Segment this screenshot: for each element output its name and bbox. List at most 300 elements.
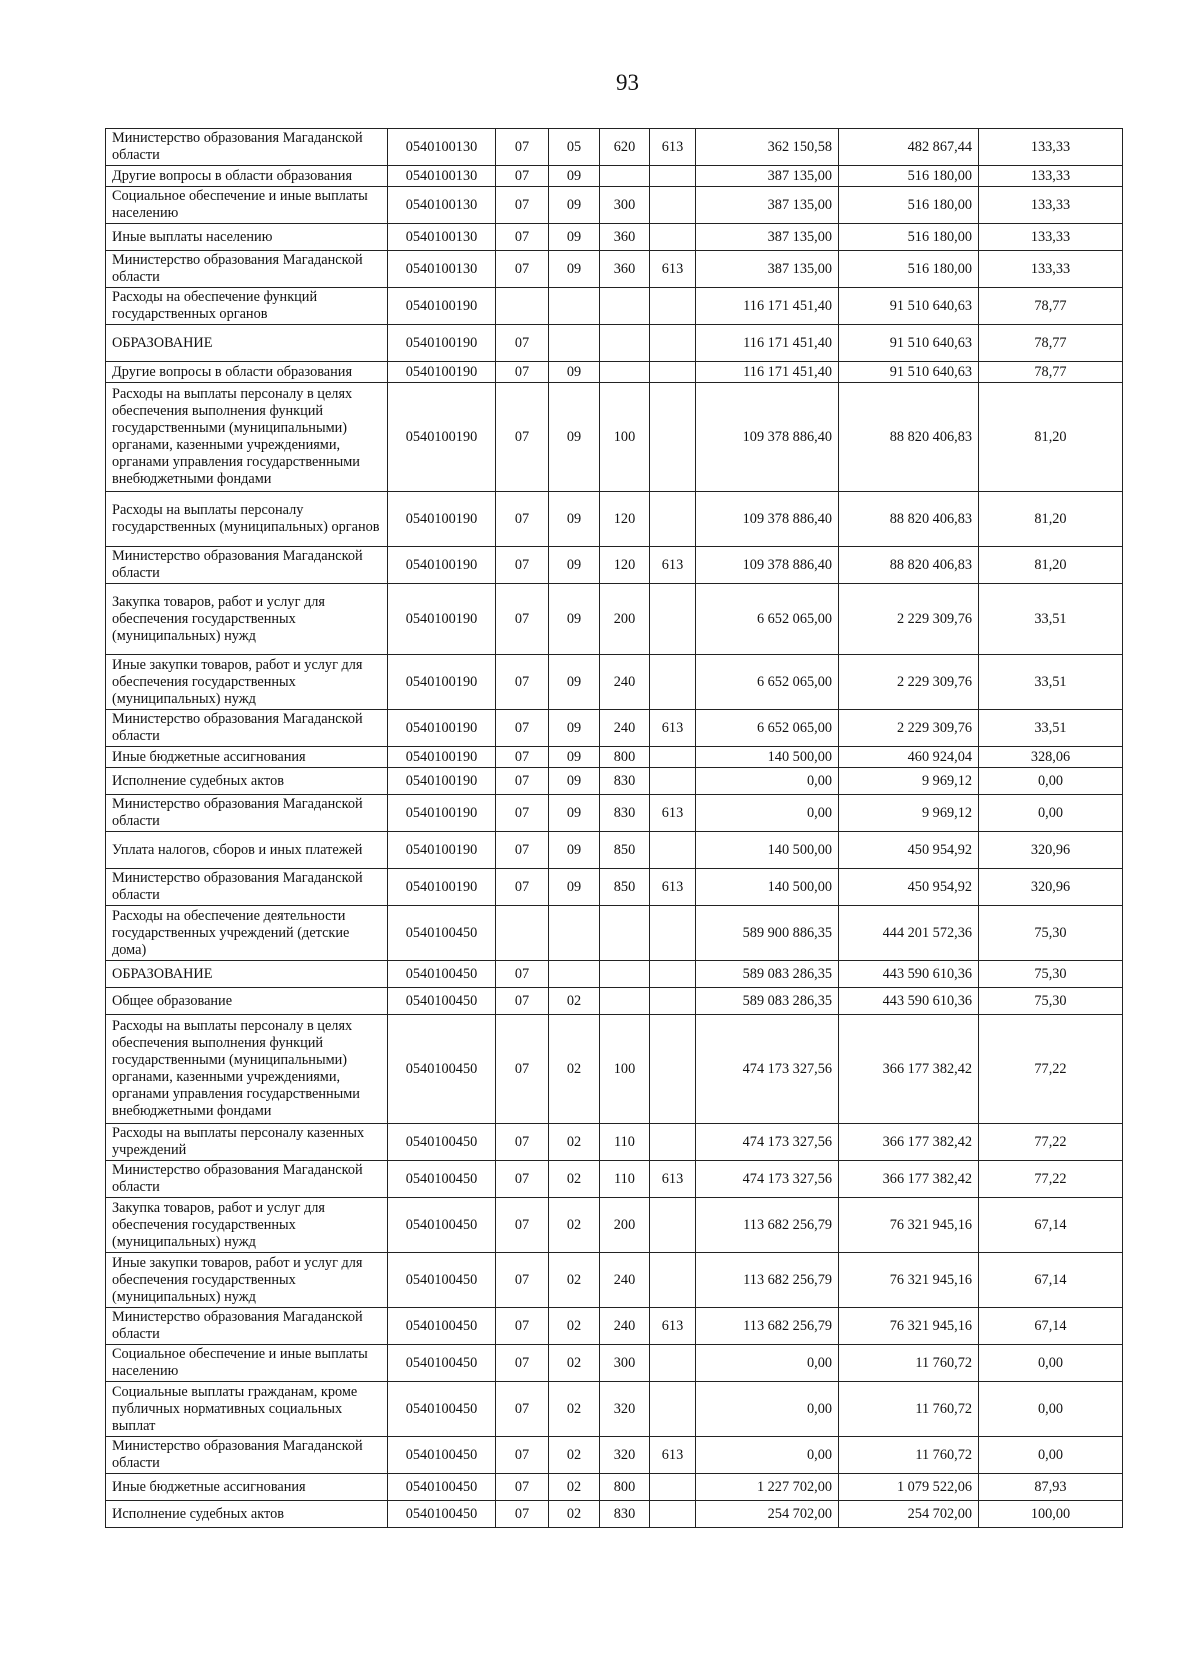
section-code: 07 [496, 584, 549, 655]
row-name: ОБРАЗОВАНИЕ [106, 325, 388, 362]
subsection-code: 09 [549, 747, 600, 768]
admin-code [650, 1345, 696, 1382]
target-code: 0540100450 [388, 1124, 496, 1161]
section-code: 07 [496, 1161, 549, 1198]
expense-type-code [600, 166, 650, 187]
percent: 67,14 [979, 1253, 1123, 1308]
section-code: 07 [496, 869, 549, 906]
expense-type-code: 850 [600, 869, 650, 906]
table-row [106, 383, 1123, 492]
admin-code: 613 [650, 869, 696, 906]
admin-code [650, 832, 696, 869]
table-row [106, 1124, 1123, 1161]
target-code: 0540100450 [388, 1345, 496, 1382]
subsection-code [549, 961, 600, 988]
percent: 0,00 [979, 1345, 1123, 1382]
table-row [106, 288, 1123, 325]
table-row [106, 768, 1123, 795]
subsection-code: 02 [549, 1308, 600, 1345]
section-code: 07 [496, 383, 549, 492]
table-row [106, 1437, 1123, 1474]
subsection-code: 02 [549, 1124, 600, 1161]
admin-code: 613 [650, 1437, 696, 1474]
amount-2: 366 177 382,42 [839, 1015, 979, 1124]
admin-code [650, 1015, 696, 1124]
percent: 0,00 [979, 768, 1123, 795]
expense-type-code: 120 [600, 492, 650, 547]
amount-1: 387 135,00 [696, 187, 839, 224]
amount-1: 387 135,00 [696, 166, 839, 187]
percent: 133,33 [979, 251, 1123, 288]
percent: 77,22 [979, 1015, 1123, 1124]
amount-1: 140 500,00 [696, 869, 839, 906]
section-code: 07 [496, 961, 549, 988]
admin-code [650, 492, 696, 547]
expense-type-code [600, 988, 650, 1015]
amount-2: 11 760,72 [839, 1437, 979, 1474]
section-code: 07 [496, 1015, 549, 1124]
amount-1: 0,00 [696, 768, 839, 795]
percent: 78,77 [979, 325, 1123, 362]
admin-code [650, 362, 696, 383]
amount-2: 2 229 309,76 [839, 655, 979, 710]
amount-1: 116 171 451,40 [696, 325, 839, 362]
target-code: 0540100450 [388, 961, 496, 988]
section-code: 07 [496, 1437, 549, 1474]
subsection-code: 09 [549, 655, 600, 710]
row-name: Уплата налогов, сборов и иных платежей [106, 832, 388, 869]
section-code: 07 [496, 251, 549, 288]
admin-code [650, 1253, 696, 1308]
amount-1: 140 500,00 [696, 832, 839, 869]
section-code: 07 [496, 768, 549, 795]
amount-2: 482 867,44 [839, 129, 979, 166]
table-row [106, 1474, 1123, 1501]
row-name: Расходы на обеспечение деятельности государственных учреждений (детские дома) [106, 906, 388, 961]
percent: 77,22 [979, 1161, 1123, 1198]
target-code: 0540100190 [388, 383, 496, 492]
amount-2: 88 820 406,83 [839, 492, 979, 547]
table-row [106, 1345, 1123, 1382]
row-name: Расходы на выплаты персоналу в целях обеспечения выполнения функций государственными (муниципальными) органами, казенными учреждениями, органами управления государственными внебюджетными фондами [106, 383, 388, 492]
admin-code [650, 224, 696, 251]
subsection-code: 09 [549, 869, 600, 906]
amount-2: 91 510 640,63 [839, 288, 979, 325]
percent: 33,51 [979, 584, 1123, 655]
admin-code [650, 1501, 696, 1528]
section-code: 07 [496, 1308, 549, 1345]
target-code: 0540100130 [388, 166, 496, 187]
expense-type-code [600, 288, 650, 325]
expense-type-code: 300 [600, 1345, 650, 1382]
expense-type-code: 120 [600, 547, 650, 584]
target-code: 0540100450 [388, 1253, 496, 1308]
target-code: 0540100450 [388, 906, 496, 961]
amount-1: 0,00 [696, 1437, 839, 1474]
target-code: 0540100450 [388, 1198, 496, 1253]
amount-1: 6 652 065,00 [696, 584, 839, 655]
expense-type-code: 240 [600, 1253, 650, 1308]
table-row [106, 492, 1123, 547]
row-name: Министерство образования Магаданской области [106, 1161, 388, 1198]
table-row [106, 832, 1123, 869]
admin-code: 613 [650, 129, 696, 166]
subsection-code: 02 [549, 1501, 600, 1528]
row-name: Исполнение судебных актов [106, 768, 388, 795]
subsection-code [549, 906, 600, 961]
section-code: 07 [496, 832, 549, 869]
admin-code [650, 961, 696, 988]
section-code: 07 [496, 129, 549, 166]
table-row [106, 1501, 1123, 1528]
expense-type-code: 360 [600, 251, 650, 288]
row-name: Иные бюджетные ассигнования [106, 1474, 388, 1501]
row-name: Министерство образования Магаданской области [106, 1437, 388, 1474]
admin-code [650, 655, 696, 710]
row-name: Другие вопросы в области образования [106, 166, 388, 187]
target-code: 0540100450 [388, 1437, 496, 1474]
amount-1: 0,00 [696, 1382, 839, 1437]
percent: 81,20 [979, 547, 1123, 584]
percent: 133,33 [979, 166, 1123, 187]
admin-code [650, 906, 696, 961]
subsection-code: 02 [549, 1253, 600, 1308]
amount-2: 460 924,04 [839, 747, 979, 768]
subsection-code: 02 [549, 1198, 600, 1253]
expense-type-code: 360 [600, 224, 650, 251]
row-name: Закупка товаров, работ и услуг для обеспечения государственных (муниципальных) нужд [106, 1198, 388, 1253]
expense-type-code: 620 [600, 129, 650, 166]
section-code [496, 906, 549, 961]
admin-code [650, 1474, 696, 1501]
expense-type-code: 320 [600, 1437, 650, 1474]
target-code: 0540100450 [388, 1501, 496, 1528]
amount-2: 91 510 640,63 [839, 362, 979, 383]
expense-type-code: 320 [600, 1382, 650, 1437]
row-name: Закупка товаров, работ и услуг для обеспечения государственных (муниципальных) нужд [106, 584, 388, 655]
subsection-code: 02 [549, 1382, 600, 1437]
admin-code [650, 1382, 696, 1437]
amount-1: 140 500,00 [696, 747, 839, 768]
amount-2: 11 760,72 [839, 1382, 979, 1437]
amount-2: 516 180,00 [839, 166, 979, 187]
row-name: Министерство образования Магаданской области [106, 795, 388, 832]
admin-code [650, 1124, 696, 1161]
amount-1: 474 173 327,56 [696, 1015, 839, 1124]
table-row [106, 747, 1123, 768]
expense-type-code [600, 961, 650, 988]
expense-type-code: 830 [600, 795, 650, 832]
section-code: 07 [496, 224, 549, 251]
subsection-code: 02 [549, 988, 600, 1015]
percent: 77,22 [979, 1124, 1123, 1161]
amount-1: 1 227 702,00 [696, 1474, 839, 1501]
expense-type-code: 240 [600, 655, 650, 710]
subsection-code [549, 325, 600, 362]
amount-1: 387 135,00 [696, 224, 839, 251]
target-code: 0540100190 [388, 547, 496, 584]
section-code: 07 [496, 988, 549, 1015]
row-name: Общее образование [106, 988, 388, 1015]
percent: 81,20 [979, 383, 1123, 492]
amount-2: 11 760,72 [839, 1345, 979, 1382]
section-code: 07 [496, 795, 549, 832]
amount-1: 474 173 327,56 [696, 1161, 839, 1198]
amount-1: 116 171 451,40 [696, 288, 839, 325]
table-row [106, 251, 1123, 288]
expense-type-code: 110 [600, 1161, 650, 1198]
admin-code [650, 768, 696, 795]
table-row [106, 1308, 1123, 1345]
table-row [106, 1015, 1123, 1124]
subsection-code: 09 [549, 383, 600, 492]
row-name: Министерство образования Магаданской области [106, 251, 388, 288]
percent: 0,00 [979, 1382, 1123, 1437]
expense-type-code [600, 325, 650, 362]
table-row [106, 710, 1123, 747]
amount-2: 366 177 382,42 [839, 1124, 979, 1161]
section-code: 07 [496, 1124, 549, 1161]
amount-1: 0,00 [696, 1345, 839, 1382]
subsection-code: 09 [549, 187, 600, 224]
section-code: 07 [496, 362, 549, 383]
admin-code: 613 [650, 547, 696, 584]
amount-2: 450 954,92 [839, 832, 979, 869]
section-code: 07 [496, 655, 549, 710]
target-code: 0540100450 [388, 1474, 496, 1501]
row-name: Министерство образования Магаданской области [106, 1308, 388, 1345]
section-code: 07 [496, 547, 549, 584]
amount-2: 366 177 382,42 [839, 1161, 979, 1198]
section-code: 07 [496, 166, 549, 187]
admin-code [650, 288, 696, 325]
target-code: 0540100190 [388, 288, 496, 325]
amount-1: 6 652 065,00 [696, 710, 839, 747]
percent: 320,96 [979, 832, 1123, 869]
table-row [106, 224, 1123, 251]
section-code: 07 [496, 1382, 549, 1437]
row-name: Иные закупки товаров, работ и услуг для обеспечения государственных (муниципальных) нужд [106, 655, 388, 710]
row-name: Иные закупки товаров, работ и услуг для обеспечения государственных (муниципальных) нужд [106, 1253, 388, 1308]
amount-1: 474 173 327,56 [696, 1124, 839, 1161]
subsection-code: 09 [549, 547, 600, 584]
table-row [106, 869, 1123, 906]
row-name: Министерство образования Магаданской области [106, 547, 388, 584]
target-code: 0540100190 [388, 362, 496, 383]
admin-code [650, 1198, 696, 1253]
row-name: Социальное обеспечение и иные выплаты населению [106, 187, 388, 224]
subsection-code [549, 288, 600, 325]
admin-code [650, 166, 696, 187]
row-name: Министерство образования Магаданской области [106, 869, 388, 906]
amount-1: 113 682 256,79 [696, 1308, 839, 1345]
amount-1: 6 652 065,00 [696, 655, 839, 710]
subsection-code: 09 [549, 584, 600, 655]
target-code: 0540100190 [388, 869, 496, 906]
amount-2: 254 702,00 [839, 1501, 979, 1528]
amount-2: 443 590 610,36 [839, 961, 979, 988]
amount-2: 88 820 406,83 [839, 547, 979, 584]
table-row [106, 906, 1123, 961]
section-code: 07 [496, 747, 549, 768]
table-row [106, 547, 1123, 584]
target-code: 0540100450 [388, 1161, 496, 1198]
target-code: 0540100450 [388, 1382, 496, 1437]
target-code: 0540100190 [388, 768, 496, 795]
percent: 75,30 [979, 906, 1123, 961]
section-code: 07 [496, 187, 549, 224]
amount-2: 76 321 945,16 [839, 1308, 979, 1345]
amount-2: 2 229 309,76 [839, 710, 979, 747]
admin-code [650, 988, 696, 1015]
admin-code [650, 325, 696, 362]
section-code: 07 [496, 492, 549, 547]
row-name: Расходы на обеспечение функций государственных органов [106, 288, 388, 325]
admin-code: 613 [650, 251, 696, 288]
expense-type-code [600, 362, 650, 383]
percent: 67,14 [979, 1198, 1123, 1253]
row-name: Министерство образования Магаданской области [106, 129, 388, 166]
admin-code [650, 747, 696, 768]
expense-type-code: 800 [600, 747, 650, 768]
percent: 328,06 [979, 747, 1123, 768]
target-code: 0540100130 [388, 224, 496, 251]
expense-type-code: 100 [600, 383, 650, 492]
table-row [106, 187, 1123, 224]
amount-1: 387 135,00 [696, 251, 839, 288]
percent: 320,96 [979, 869, 1123, 906]
amount-1: 0,00 [696, 795, 839, 832]
table-row [106, 961, 1123, 988]
expense-type-code: 300 [600, 187, 650, 224]
percent: 0,00 [979, 1437, 1123, 1474]
target-code: 0540100130 [388, 251, 496, 288]
percent: 78,77 [979, 362, 1123, 383]
subsection-code: 09 [549, 768, 600, 795]
percent: 100,00 [979, 1501, 1123, 1528]
admin-code [650, 383, 696, 492]
section-code: 07 [496, 1345, 549, 1382]
percent: 81,20 [979, 492, 1123, 547]
amount-2: 9 969,12 [839, 795, 979, 832]
percent: 75,30 [979, 988, 1123, 1015]
amount-1: 589 900 886,35 [696, 906, 839, 961]
page-number: 93 [616, 70, 639, 95]
amount-2: 9 969,12 [839, 768, 979, 795]
target-code: 0540100190 [388, 325, 496, 362]
expense-type-code: 110 [600, 1124, 650, 1161]
percent: 133,33 [979, 187, 1123, 224]
table-row [106, 129, 1123, 166]
expense-type-code: 240 [600, 1308, 650, 1345]
amount-1: 254 702,00 [696, 1501, 839, 1528]
table-row [106, 1198, 1123, 1253]
admin-code: 613 [650, 795, 696, 832]
subsection-code: 09 [549, 492, 600, 547]
row-name: Иные бюджетные ассигнования [106, 747, 388, 768]
amount-2: 91 510 640,63 [839, 325, 979, 362]
target-code: 0540100190 [388, 747, 496, 768]
amount-2: 443 590 610,36 [839, 988, 979, 1015]
subsection-code: 02 [549, 1015, 600, 1124]
row-name: Исполнение судебных актов [106, 1501, 388, 1528]
row-name: Социальное обеспечение и иные выплаты населению [106, 1345, 388, 1382]
admin-code: 613 [650, 1308, 696, 1345]
amount-1: 113 682 256,79 [696, 1253, 839, 1308]
row-name: Министерство образования Магаданской области [106, 710, 388, 747]
amount-2: 2 229 309,76 [839, 584, 979, 655]
subsection-code: 09 [549, 251, 600, 288]
table-row [106, 1382, 1123, 1437]
subsection-code: 09 [549, 832, 600, 869]
section-code: 07 [496, 1501, 549, 1528]
subsection-code: 09 [549, 166, 600, 187]
expense-type-code [600, 906, 650, 961]
table-row [106, 988, 1123, 1015]
amount-2: 76 321 945,16 [839, 1198, 979, 1253]
amount-1: 362 150,58 [696, 129, 839, 166]
amount-1: 109 378 886,40 [696, 383, 839, 492]
target-code: 0540100450 [388, 988, 496, 1015]
target-code: 0540100130 [388, 187, 496, 224]
row-name: Расходы на выплаты персоналу в целях обеспечения выполнения функций государственными (муниципальными) органами, казенными учреждениями, органами управления государственными внебюджетными фондами [106, 1015, 388, 1124]
table-row [106, 166, 1123, 187]
subsection-code: 09 [549, 795, 600, 832]
amount-2: 444 201 572,36 [839, 906, 979, 961]
section-code: 07 [496, 1474, 549, 1501]
target-code: 0540100130 [388, 129, 496, 166]
section-code: 07 [496, 1198, 549, 1253]
admin-code: 613 [650, 1161, 696, 1198]
amount-2: 88 820 406,83 [839, 383, 979, 492]
amount-1: 116 171 451,40 [696, 362, 839, 383]
target-code: 0540100450 [388, 1308, 496, 1345]
expense-type-code: 240 [600, 710, 650, 747]
subsection-code: 05 [549, 129, 600, 166]
table-row [106, 1161, 1123, 1198]
expense-type-code: 830 [600, 1501, 650, 1528]
target-code: 0540100190 [388, 795, 496, 832]
expense-type-code: 200 [600, 1198, 650, 1253]
admin-code [650, 584, 696, 655]
section-code: 07 [496, 1253, 549, 1308]
table-row [106, 584, 1123, 655]
section-code: 07 [496, 325, 549, 362]
row-name: Расходы на выплаты персоналу государственных (муниципальных) органов [106, 492, 388, 547]
target-code: 0540100450 [388, 1015, 496, 1124]
subsection-code: 02 [549, 1437, 600, 1474]
subsection-code: 02 [549, 1345, 600, 1382]
subsection-code: 02 [549, 1161, 600, 1198]
expense-type-code: 830 [600, 768, 650, 795]
table-row [106, 1253, 1123, 1308]
percent: 78,77 [979, 288, 1123, 325]
amount-2: 1 079 522,06 [839, 1474, 979, 1501]
section-code [496, 288, 549, 325]
row-name: Социальные выплаты гражданам, кроме публичных нормативных социальных выплат [106, 1382, 388, 1437]
admin-code: 613 [650, 710, 696, 747]
target-code: 0540100190 [388, 710, 496, 747]
amount-2: 76 321 945,16 [839, 1253, 979, 1308]
amount-1: 109 378 886,40 [696, 492, 839, 547]
row-name: Иные выплаты населению [106, 224, 388, 251]
amount-1: 589 083 286,35 [696, 961, 839, 988]
subsection-code: 09 [549, 362, 600, 383]
percent: 67,14 [979, 1308, 1123, 1345]
amount-2: 516 180,00 [839, 224, 979, 251]
amount-2: 516 180,00 [839, 251, 979, 288]
subsection-code: 02 [549, 1474, 600, 1501]
